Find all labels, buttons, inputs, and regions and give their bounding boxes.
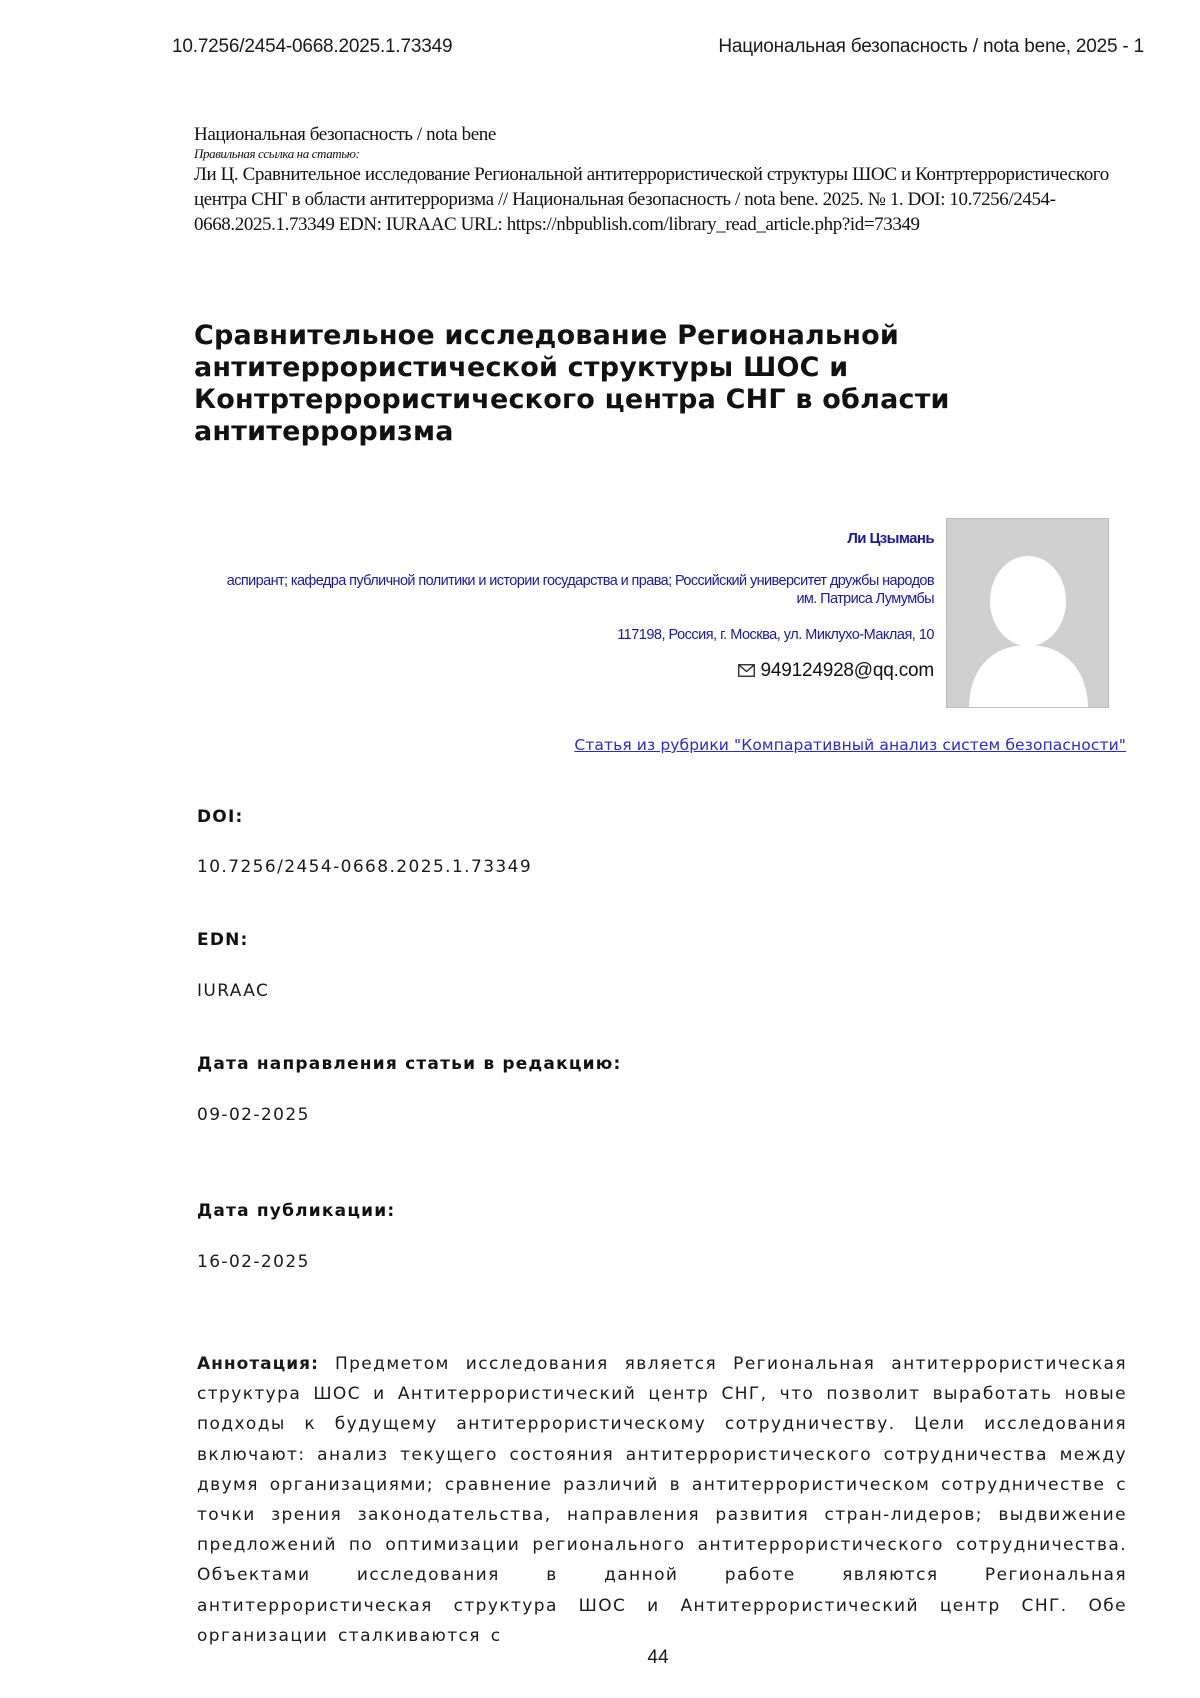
envelope-icon (738, 661, 755, 683)
running-header-journal: Национальная безопасность / nota bene, 2025 - 1 (718, 36, 1144, 57)
author-email[interactable]: 949124928@qq.com (760, 660, 934, 681)
citation-block (194, 124, 1154, 237)
article-title: Сравнительное исследование Региональной антитеррористической структуры ШОС и Контртеррористического центра СНГ в области антитерроризма (194, 320, 950, 447)
author-block (214, 530, 934, 683)
abstract-text: Предметом исследования является Региональная антитеррористическая структура ШОС и Антитеррористический центр СНГ, что позволит выработать новые подходы к будущему антитеррористическому сотрудничеству. Цели исследования включают: анализ текущего состояния антитеррористического сотрудничества между двумя организациями; сравнение различий в антитеррористическом сотрудничестве с точки зрения законодательства, направления развития стран-лидеров; выдвижение предложений по оптимизации регионального антитеррористического сотрудничества. Объектами исследования в данной работе являются Региональная антитеррористическая структура ШОС и Антитеррористический центр СНГ. Обе организации сталкиваются с (197, 1354, 1127, 1646)
citation-text: Ли Ц. Сравнительное исследование Региональной антитеррористической структуры ШОС и Контртеррористического центра СНГ в области антитерроризма // Национальная безопасность / nota bene. 2025. № 1. DOI: 10.7256/2454-0668.2025.1.73349 EDN: IURAAC URL: https://nbpublish.com/library_read_article.php?id=73349 (194, 164, 1109, 235)
submitted-date-label: Дата направления статьи в редакцию: (197, 1054, 622, 1074)
doi-label: DOI: (197, 807, 244, 827)
rubric-link[interactable]: Статья из рубрики "Компаративный анализ систем безопасности" (574, 736, 1126, 754)
citation-label: Правильная ссылка на статью: (194, 146, 360, 161)
submitted-date-value: 09-02-2025 (197, 1105, 310, 1125)
abstract-label: Аннотация: (197, 1354, 319, 1374)
published-date-value: 16-02-2025 (197, 1252, 310, 1272)
author-address: 117198, Россия, г. Москва, ул. Миклухо-Маклая, 10 (617, 627, 934, 643)
author-email-row[interactable] (214, 660, 934, 683)
page-number: 44 (647, 1647, 669, 1668)
published-date-label: Дата публикации: (197, 1201, 396, 1221)
running-header-doi: 10.7256/2454-0668.2025.1.73349 (172, 36, 453, 57)
edn-value: IURAAC (197, 981, 270, 1001)
edn-label: EDN: (197, 930, 249, 950)
citation-journal: Национальная безопасность / nota bene (194, 124, 496, 145)
author-affiliation: аспирант; кафедра публичной политики и истории государства и права; Российский университет дружбы народов им. Патриса Лумумбы (226, 573, 934, 607)
author-name: Ли Цзымань (847, 530, 934, 547)
avatar-placeholder-icon (946, 518, 1109, 708)
doi-value: 10.7256/2454-0668.2025.1.73349 (197, 857, 533, 877)
abstract (197, 1349, 1127, 1651)
